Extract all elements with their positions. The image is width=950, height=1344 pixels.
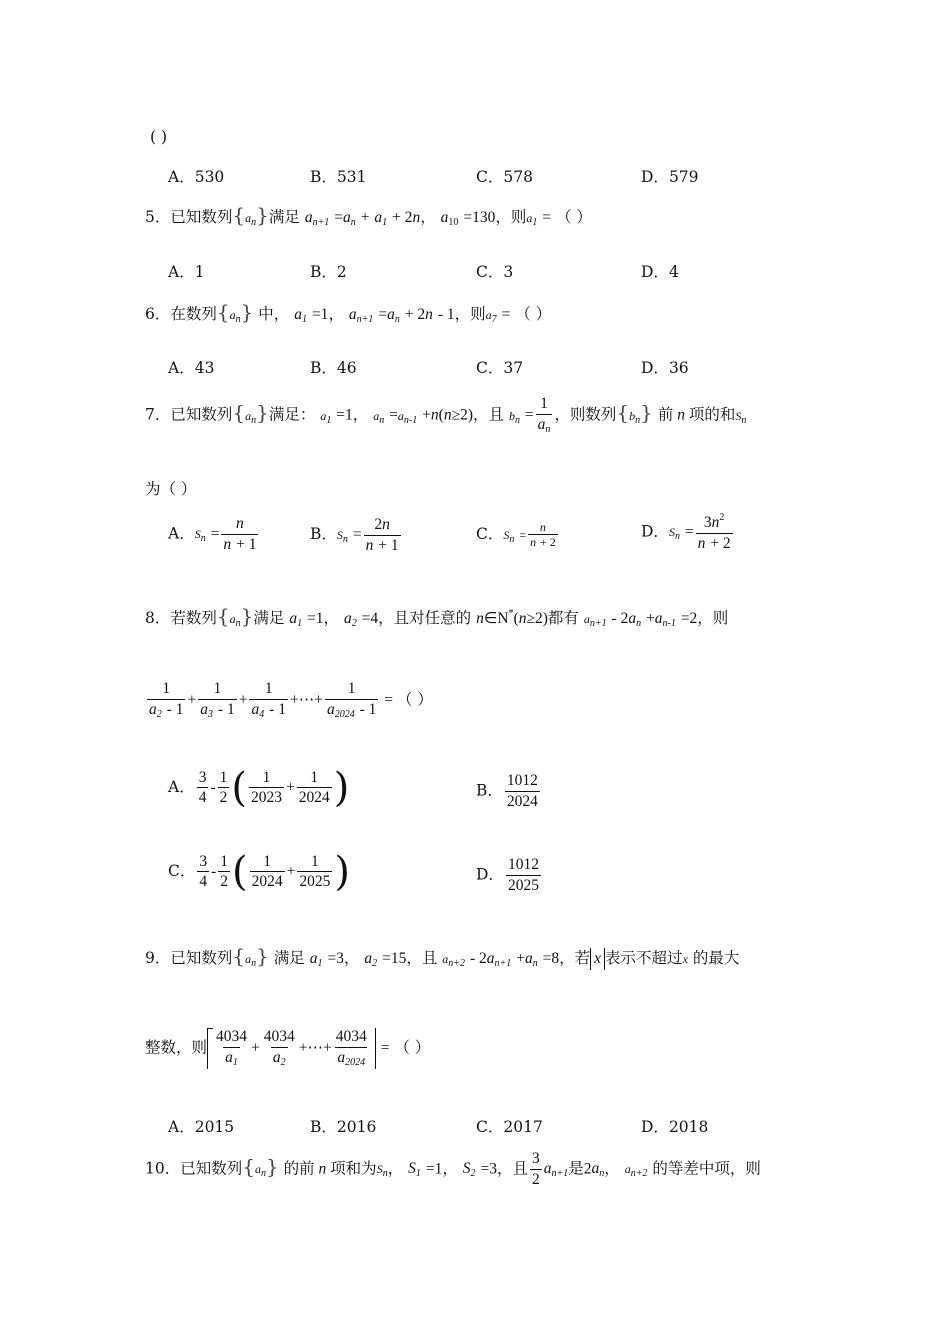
option-c: C．3 bbox=[476, 263, 514, 281]
option-a: A．$S_n$ = $\frac{n}{n + 1}$ bbox=[168, 515, 257, 553]
question-9: 9．已知数列$\{a_n\}$ 满足 $a_1 =3$， $a_2 =15$，且 $a_{n+2} - 2a_{n+1} +a_n =8$，若 x 表示不超过x 的最大 bbox=[145, 944, 740, 969]
option-b: B．531 bbox=[310, 168, 367, 186]
question-6: 6．在数列$\{a_n\}$ 中， $a_1 =1$， $a_{n+1} =a_n + 2n - 1$，则$a_7$ = （ ） bbox=[145, 300, 552, 325]
option-d: D．2018 bbox=[641, 1118, 709, 1136]
option-b: B．$S_n$ = $\frac{2n}{n + 1}$ bbox=[310, 516, 399, 554]
option-a: A．2015 bbox=[168, 1118, 235, 1136]
option-a: A．1 bbox=[168, 263, 205, 281]
q7-line2: 为（ ） bbox=[145, 480, 197, 498]
option-d: D．579 bbox=[641, 168, 699, 186]
option-b: B．2016 bbox=[310, 1118, 377, 1136]
option-a: A． $\frac{3}{4}$ - $\frac{1}{2}$ ( $\frac{1}{2023}$ + $\frac{1}{2024}$ ) bbox=[168, 765, 350, 811]
option-d: D． $\frac{1012}{2025}$ bbox=[476, 856, 539, 894]
question-7: 7．已知数列$\{a_n\}$满足： $a_1 =1$， $a_n =a_{n-1} +n(n\ge 2)$，且 $b_n$ = $\frac{1}{a_n}$ ，则数列$\{b_n\}$ 前 n 项的和$S_n$ bbox=[145, 395, 747, 435]
option-b: B． $\frac{1012}{2024}$ bbox=[476, 772, 538, 810]
question-8: 8．若数列$\{a_n\}$满足 $a_1 =1$， $a_2 =4$，且对任意的 n∈N*(n≥2)都有 $a_{n+1} - 2a_n +a_{n-1} =2$，则 bbox=[145, 604, 729, 629]
option-c: C．578 bbox=[476, 168, 533, 186]
option-a: A．530 bbox=[168, 168, 225, 186]
q4-answer-paren: ( ) bbox=[150, 128, 168, 146]
floor-bracket: $\frac{4034}{a_1}$ + $\frac{4034}{a_2}$ +⋯+ $\frac{4034}{a_{2024}}$ bbox=[207, 1028, 376, 1069]
question-5: 5．已知数列$\{a_n\}$满足 $a_{n+1} =a_n + a_1 + 2n$， $a_{10} =130$，则$a_1$ = （ ） bbox=[145, 203, 592, 228]
option-d: D．4 bbox=[641, 263, 679, 281]
option-c: C．37 bbox=[476, 359, 524, 377]
option-c: C．$S_n$ = $\frac{n}{n + 2}$ bbox=[476, 520, 556, 550]
option-a: A．43 bbox=[168, 359, 215, 377]
option-c: C．2017 bbox=[476, 1118, 543, 1136]
question-10: 10．已知数列$\{a_n\}$ 的前 n 项和为$S_n$， $S_1 =1$， $S_2 =3$，且 $\frac{3}{2}$ $a_{n+1}$是$2a_n$， $a_{n+2}$ 的等差中项，则 bbox=[145, 1150, 761, 1188]
option-d: D．36 bbox=[641, 359, 689, 377]
q9-line2: 整数，则 $\frac{4034}{a_1}$ + $\frac{4034}{a_2}$ +⋯+ $\frac{4034}{a_{2024}}$ = （ ） bbox=[145, 1028, 431, 1068]
option-b: B．2 bbox=[310, 263, 347, 281]
option-d: D．$S_n$ = $\frac{3n^2}{n + 2}$ bbox=[641, 512, 731, 552]
option-b: B．46 bbox=[310, 359, 357, 377]
option-c: C． $\frac{3}{4}$ - $\frac{1}{2}$ ( $\frac{1}{2024}$ + $\frac{1}{2025}$ ) bbox=[168, 849, 351, 895]
q8-sum-expression: $\frac{1}{a_2 - 1}$ + $\frac{1}{a_3 - 1}$ + $\frac{1}{a_4 - 1}$ +⋯+ $\frac{1}{a_{2024} - 1}$ = （ ） bbox=[149, 680, 433, 720]
